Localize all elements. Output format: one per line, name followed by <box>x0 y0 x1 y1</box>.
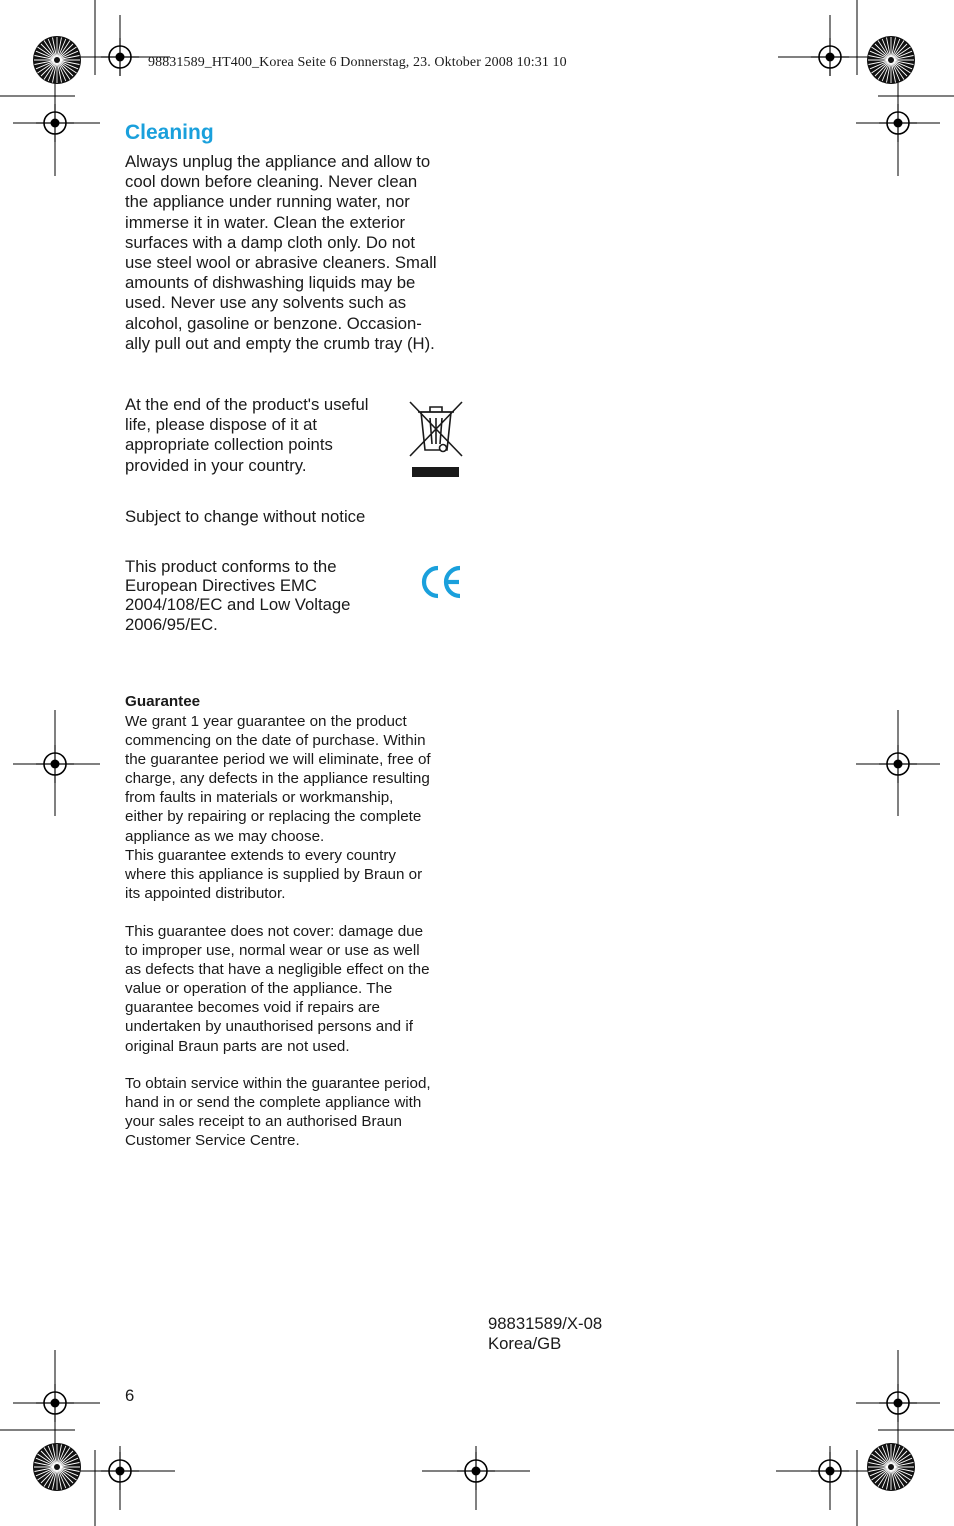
section-title-cleaning: Cleaning <box>125 121 214 144</box>
text-line: 2006/95/EC. <box>125 614 218 634</box>
text-line: undertaken by unauthorised persons and if <box>125 1018 413 1036</box>
text-line: as defects that have a negligible effect on the <box>125 961 430 979</box>
text-line: the appliance under running water, nor <box>125 192 410 212</box>
text-line: where this appliance is supplied by Braun or <box>125 865 423 883</box>
text-line: use steel wool or abrasive cleaners. Small <box>125 253 437 273</box>
text-line: original Braun parts are not used. <box>125 1037 350 1055</box>
text-line: value or operation of the appliance. The <box>125 980 393 998</box>
text-line: commencing on the date of purchase. Within <box>125 732 426 750</box>
guarantee-paragraph-2 <box>125 922 430 1056</box>
text-line: We grant 1 year guarantee on the product <box>125 713 407 730</box>
text-line: immerse it in water. Clean the exterior <box>125 212 406 232</box>
document-code-line: 98831589/X-08 <box>488 1314 603 1333</box>
text-line: Customer Service Centre. <box>125 1132 300 1150</box>
text-line: ally pull out and empty the crumb tray (H). <box>125 333 435 353</box>
print-slug: 98831589_HT400_Korea Seite 6 Donnerstag, 23. Oktober 2008 10:31 10 <box>148 55 567 70</box>
text-line: charge, any defects in the appliance resulting <box>125 770 430 788</box>
disposal-paragraph <box>125 395 368 476</box>
text-line: To obtain service within the guarantee period, <box>125 1075 431 1092</box>
text-line: its appointed distributor. <box>125 884 286 902</box>
text-line: guarantee becomes void if repairs are <box>125 999 380 1017</box>
text-line: Always unplug the appliance and allow to <box>125 152 431 171</box>
text-line: This product conforms to the <box>125 557 337 576</box>
text-line: provided in your country. <box>125 455 307 475</box>
text-line: amounts of dishwashing liquids may be <box>125 273 416 293</box>
crossed-out-wheelie-bin-icon <box>406 398 466 480</box>
text-line: life, please dispose of it at <box>125 415 318 435</box>
text-line: your sales receipt to an authorised Braun <box>125 1113 402 1131</box>
document-region-line: Korea/GB <box>488 1334 562 1354</box>
page-number: 6 <box>125 1386 135 1405</box>
cleaning-paragraph <box>125 152 437 354</box>
text-line: 2004/108/EC and Low Voltage <box>125 595 351 615</box>
text-line: the guarantee period we will eliminate, free of <box>125 751 431 769</box>
guarantee-paragraph-1 <box>125 712 431 903</box>
text-line: used. Never use any solvents such as <box>125 293 407 313</box>
text-line: to improper use, normal wear or use as well <box>125 942 420 960</box>
text-line: This guarantee does not cover: damage due <box>125 923 424 940</box>
guarantee-paragraph-3 <box>125 1074 431 1150</box>
text-line: hand in or send the complete appliance with <box>125 1094 422 1112</box>
change-notice: Subject to change without notice <box>125 507 366 526</box>
document-code <box>488 1314 602 1354</box>
text-line: either by repairing or replacing the complete <box>125 808 422 826</box>
text-line: appliance as we may choose. <box>125 827 325 845</box>
text-line: alcohol, gasoline or benzone. Occasion- <box>125 313 422 333</box>
text-line: At the end of the product's useful <box>125 395 369 414</box>
guarantee-heading: Guarantee <box>125 693 201 710</box>
text-line: from faults in materials or workmanship, <box>125 789 394 807</box>
text-line: European Directives EMC <box>125 576 317 596</box>
text-line: surfaces with a damp cloth only. Do not <box>125 232 416 252</box>
ce-mark-icon <box>418 563 464 601</box>
text-line: appropriate collection points <box>125 435 333 455</box>
conformity-paragraph <box>125 557 350 634</box>
text-line: This guarantee extends to every country <box>125 846 396 864</box>
text-line: cool down before cleaning. Never clean <box>125 172 418 192</box>
